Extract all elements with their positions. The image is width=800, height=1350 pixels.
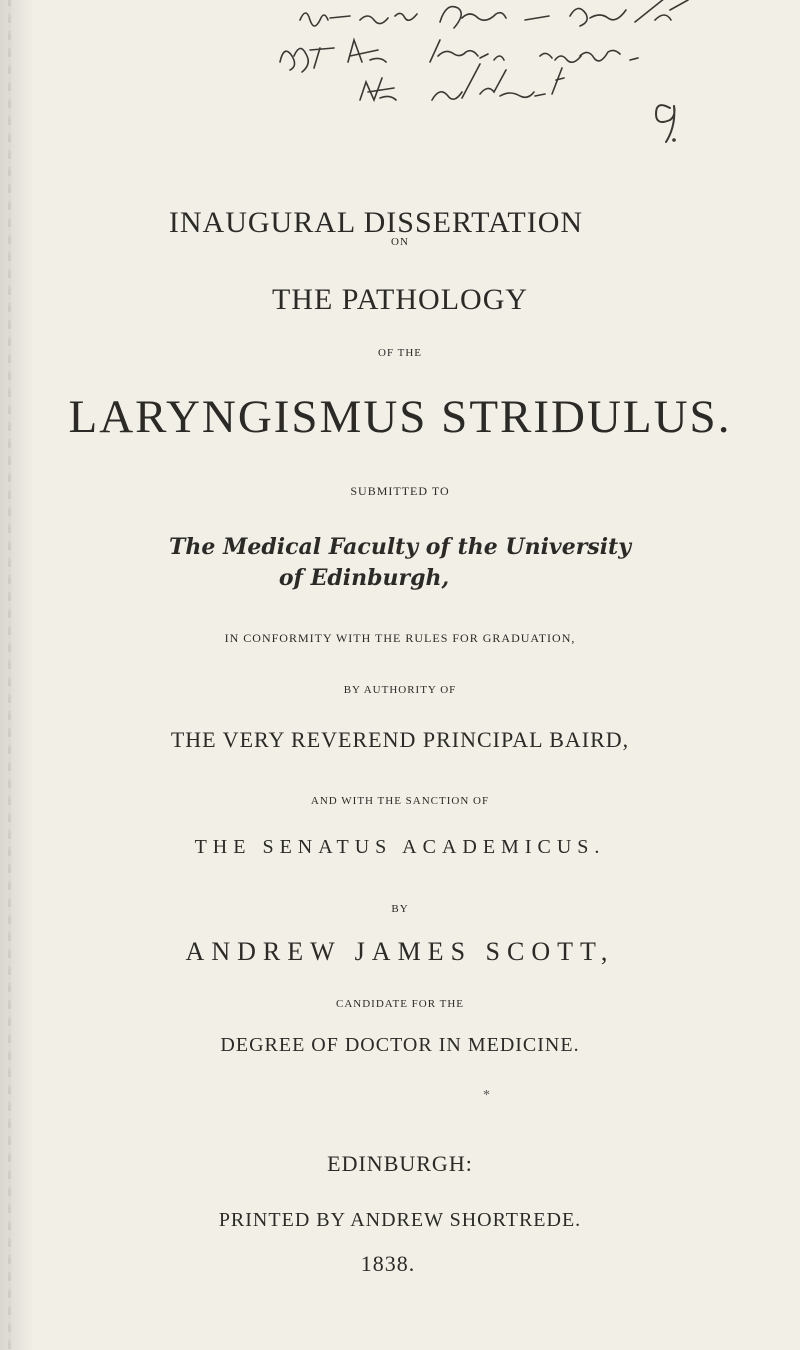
- title-line-4: OF THE: [378, 347, 422, 359]
- authority-line: BY AUTHORITY OF: [343, 684, 457, 696]
- imprint-year: 1838.: [360, 1251, 416, 1276]
- title-line-1: INAUGURAL DISSERTATION: [168, 206, 584, 239]
- degree-line: DEGREE OF DOCTOR IN MEDICINE.: [220, 1034, 580, 1056]
- title-line-3: THE PATHOLOGY: [271, 283, 529, 316]
- principal-line: THE VERY REVEREND PRINCIPAL BAIRD,: [170, 727, 630, 752]
- handwritten-inscription: [250, 0, 800, 150]
- title-line-2: ON: [391, 236, 409, 248]
- page-binding-edge: [0, 0, 34, 1350]
- sanction-line: AND WITH THE SANCTION OF: [310, 795, 490, 807]
- candidate-line: CANDIDATE FOR THE: [335, 998, 465, 1010]
- imprint-printer: PRINTED BY ANDREW SHORTREDE.: [218, 1209, 582, 1231]
- faculty-line-2: of Edinburgh,: [278, 565, 450, 591]
- stray-mark-icon: *: [483, 1088, 490, 1103]
- senatus-line: THE SENATUS ACADEMICUS.: [194, 836, 606, 858]
- conformity-line: IN CONFORMITY WITH THE RULES FOR GRADUATION,: [224, 631, 576, 645]
- main-title: LARYNGISMUS STRIDULUS.: [68, 391, 732, 443]
- by-line: BY: [391, 903, 409, 915]
- imprint-city: EDINBURGH:: [327, 1151, 473, 1176]
- author-name: ANDREW JAMES SCOTT,: [185, 937, 615, 966]
- faculty-line-1: The Medical Faculty of the University: [168, 534, 631, 560]
- submitted-to: SUBMITTED TO: [350, 484, 450, 498]
